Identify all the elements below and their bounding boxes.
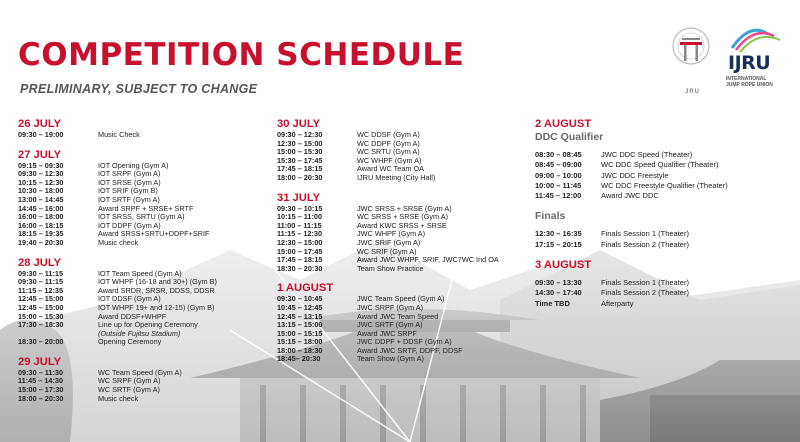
schedule-row: 15:00 – 17:45 WC SRIF (Gym A) [277, 246, 417, 256]
schedule-row: 10:30 – 18:00 IOT SRIF (Gym B) [18, 186, 158, 196]
schedule-row: 11:15 – 12:35 Award SRDR, SRSR, DDSS, DDSR [18, 285, 215, 295]
schedule-row: 16:00 – 18:15 IOT DDPF (Gym A) [18, 220, 161, 230]
day-block-26-july [18, 118, 268, 140]
schedule-row: 15:15 – 18:00 JWC DDPF + DDSF (Gym A) [277, 337, 452, 347]
schedule-row: 09:30 – 11:15 IOT WHPF (16-18 and 30+) (Gym B) [18, 277, 217, 287]
section-title-ddc-qualifier: DDC Qualifier [535, 131, 604, 143]
schedule-row: 12:30 – 16:35 Finals Session 1 (Theater) [535, 229, 689, 239]
schedule-row: 18:45– 20:30 Team Show (Gym A) [277, 354, 424, 364]
schedule-row: 12:30 – 15:00 JWC SRIF (Gym A) [277, 237, 421, 247]
schedule-row: 14:30 – 17:40 Finals Session 2 (Theater) [535, 288, 689, 298]
schedule-row: 13:00 – 14:45 IOT SRTF (Gym A) [18, 194, 160, 204]
day-title: 2 AUGUST [535, 118, 592, 130]
section-title-finals: Finals [535, 210, 566, 223]
ijru-logo-subtext: INTERNATIONAL JUMP ROPE UNION [726, 76, 773, 88]
schedule-column-1 [18, 118, 268, 403]
schedule-row: 09:30 – 11:15 IOT Team Speed (Gym A) [18, 268, 182, 278]
schedule-row: 15:00 – 17:30 WC SRTF (Gym A) [18, 385, 160, 395]
schedule-row: 16:00 – 18:00 IOT SRSS, SRTU (Gym A) [18, 212, 185, 222]
logos [666, 24, 786, 104]
schedule-row: 10:45 – 12:45 JWC SRPF (Gym A) [277, 302, 424, 312]
schedule-row: 12:45 – 15:00 IOT DDSF (Gym A) [18, 294, 161, 304]
schedule-row: 19:40 – 20:30 Music check [18, 237, 139, 247]
day-title: 28 JULY [18, 256, 62, 269]
schedule-row: 12:45 – 15:00 IOT WHPF 19+ and 12-15) (Gym B) [18, 302, 215, 312]
day-title: 31 JULY [277, 191, 321, 204]
schedule-row: 09:30 – 12:30 IOT SRPF (Gym A) [18, 169, 161, 179]
schedule-row: 15:00 – 15:30 WC SRTU (Gym A) [277, 147, 420, 157]
day-title: 27 JULY [18, 148, 62, 161]
schedule-row: 14:45 – 16:00 Award SRPF + SRSE+ SRTF [18, 203, 194, 213]
schedule-row: 11:15 – 12:30 JWC WHPF (Gym A) [277, 229, 426, 239]
schedule-row: Time TBD Afterparty [535, 298, 634, 308]
header [18, 38, 464, 96]
schedule-row: 17:30 – 18:30 Line up for Opening Ceremony [18, 320, 198, 330]
schedule-row: 17:45 – 18:15 Award WC Team OA [277, 164, 425, 174]
event-logo-text: JRU [685, 89, 701, 95]
schedule-column-2 [277, 118, 527, 364]
day-block-31-july [277, 192, 527, 274]
schedule-row: 09:30 – 12:30 WC DDSF (Gym A) [277, 130, 420, 139]
schedule-row: 11:45 – 12:00 Award JWC DDC [535, 191, 659, 201]
schedule-row: 12:30 – 15:00 WC DDPF (Gym A) [277, 138, 420, 148]
day-title: 3 AUGUST [535, 259, 592, 272]
schedule-row: 15:00 – 15:15 Award JWC SRPF [277, 328, 417, 338]
day-title: 26 JULY [18, 118, 62, 130]
day-block-30-july [277, 118, 527, 183]
schedule-row: 09:30 – 13:30 Finals Session 1 (Theater) [535, 278, 689, 288]
schedule-row: 17:45 – 18:15 Award JWC WHPF, SRIF, JWC7WC Ind OA [277, 255, 499, 265]
day-title: 1 AUGUST [277, 282, 334, 295]
ijru-logo-icon [726, 24, 786, 54]
schedule-row: 10:15 – 11:00 WC SRSS + SRSE (Gym A) [277, 212, 449, 222]
ijru-logo-text: IJRU [728, 52, 771, 74]
schedule-row: 09:30 – 10:15 JWC SRSS + SRSE (Gym A) [277, 203, 452, 213]
schedule-row: 09:30 – 10:45 JWC Team Speed (Gym A) [277, 294, 445, 304]
schedule-row: 10:15 – 12:30 IOT SRSE (Gym A) [18, 177, 161, 187]
schedule-row: 08:45 – 09:00 WC DDC Speed Qualifier (Theater) [535, 160, 719, 170]
schedule-row: 10:00 – 11:45 WC DDC Freestyle Qualifier (Theater) [535, 180, 728, 190]
day-block-1-august [277, 282, 527, 364]
page-subtitle: PRELIMINARY, SUBJECT TO CHANGE [20, 82, 258, 96]
day-block-27-july [18, 149, 268, 248]
schedule-row: 08:30 – 08:45 JWC DDC Speed (Theater) [535, 150, 693, 159]
schedule-row: 09:15 – 09:30 IOT Opening (Gym A) [18, 160, 169, 170]
day-block-29-july [18, 356, 268, 403]
schedule-row: 18:15 – 19:35 Award SRSS+SRTU+DDPF+SRIF [18, 229, 210, 239]
schedule-row: 18:30 – 20:00 Opening Ceremony [18, 337, 162, 347]
schedule-row: 18:30 – 20:30 Team Show Practice [277, 263, 424, 273]
schedule-row: (Outside Fujitsu Stadium) [98, 328, 181, 338]
day-title: 30 JULY [277, 118, 321, 130]
day-title: 29 JULY [18, 355, 62, 368]
schedule-row: 11:45 – 14:30 WC SRPF (Gym A) [18, 376, 161, 386]
schedule-row: 15:00 – 15:30 Award DDSF+WHPF [18, 311, 167, 321]
day-block-28-july [18, 257, 268, 347]
event-logo-icon [666, 24, 716, 96]
schedule-row: 12:45 – 13:15 Award JWC Team Speed [277, 311, 439, 321]
schedule-column-3 [535, 118, 785, 309]
schedule-row: 09:30 – 11:30 WC Team Speed (Gym A) [18, 367, 182, 377]
page-title: COMPETITION SCHEDULE [18, 37, 465, 73]
schedule-row: 13:15 – 15:00 JWC SRTF (Gym A) [277, 320, 423, 330]
schedule-row: 09:30 – 19:00 Music Check [18, 130, 140, 139]
schedule-row: 17:15 – 20:15 Finals Session 2 (Theater) [535, 239, 689, 249]
schedule-row: 11:00 – 11:15 Award KWC SRSS + SRSE [277, 220, 447, 230]
schedule-row: 09:00 – 10:00 JWC DDC Freestyle [535, 170, 669, 180]
schedule-row: 18:00 – 20:30 IJRU Meeting (City Hall) [277, 172, 436, 182]
schedule-row: 18:00 – 20:30 Music check [18, 393, 139, 403]
schedule-row: 15:30 – 17:45 WC WHPF (Gym A) [277, 155, 422, 165]
schedule-row: 18:00 – 18:30 Award JWC SRTF, DDPF, DDSF [277, 345, 463, 355]
